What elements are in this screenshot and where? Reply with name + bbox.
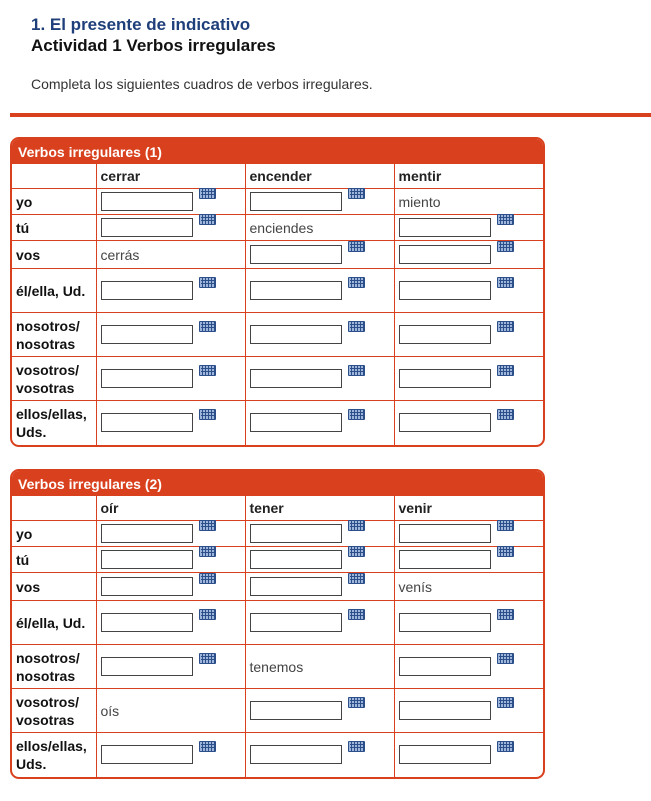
conjugation-input[interactable]: [101, 657, 193, 676]
keyboard-icon[interactable]: [199, 277, 216, 288]
conjugation-input[interactable]: [101, 281, 193, 300]
conjugation-cell: [96, 313, 245, 357]
keyboard-icon[interactable]: [199, 409, 216, 420]
keyboard-icon[interactable]: [348, 520, 365, 531]
conjugation-input[interactable]: [399, 369, 491, 388]
conjugation-input[interactable]: [399, 281, 491, 300]
verb-header-0: cerrar: [96, 164, 245, 189]
conjugation-input[interactable]: [399, 413, 491, 432]
conjugation-input[interactable]: [250, 524, 342, 543]
conjugation-cell: [245, 189, 394, 215]
verb-table-2: [10, 469, 545, 779]
page-title: 1. El presente de indicativo: [31, 15, 251, 34]
table-row: [12, 269, 543, 313]
table-row: [12, 733, 543, 777]
keyboard-icon[interactable]: [497, 546, 514, 557]
conjugation-cell: [245, 645, 394, 689]
conjugation-input[interactable]: [101, 613, 193, 632]
pronoun-label: ellos/ellas, Uds.: [12, 401, 96, 445]
conjugation-input[interactable]: [399, 745, 491, 764]
pronoun-label: él/ella, Ud.: [12, 601, 96, 645]
conjugation-cell: [245, 313, 394, 357]
pronoun-label: tú: [12, 215, 96, 241]
keyboard-icon[interactable]: [199, 214, 216, 225]
corner-cell: [12, 496, 96, 521]
pronoun-label: yo: [12, 189, 96, 215]
conjugation-cell: [394, 241, 543, 269]
keyboard-icon[interactable]: [497, 520, 514, 531]
keyboard-icon[interactable]: [497, 214, 514, 225]
conjugation-input[interactable]: [101, 550, 193, 569]
conjugation-input[interactable]: [399, 325, 491, 344]
conjugation-input[interactable]: [399, 524, 491, 543]
verb-header-1: encender: [245, 164, 394, 189]
pronoun-label: yo: [12, 521, 96, 547]
conjugation-cell: [394, 645, 543, 689]
conjugation-cell: [245, 521, 394, 547]
conjugation-cell: [96, 241, 245, 269]
keyboard-icon[interactable]: [199, 573, 216, 584]
conjugation-input[interactable]: [250, 577, 342, 596]
divider: [10, 113, 651, 117]
conjugation-cell: [96, 645, 245, 689]
keyboard-icon[interactable]: [348, 573, 365, 584]
conjugation-cell: [245, 401, 394, 445]
conjugation-input[interactable]: [399, 657, 491, 676]
keyboard-icon[interactable]: [497, 741, 514, 752]
header: [31, 14, 276, 56]
given-form: tenemos: [249, 658, 304, 675]
given-form: enciendes: [249, 219, 314, 236]
conjugation-input[interactable]: [101, 325, 193, 344]
table-row: [12, 401, 543, 445]
table-row: [12, 689, 543, 733]
header-row: [12, 496, 543, 521]
keyboard-icon[interactable]: [497, 653, 514, 664]
conjugation-cell: [96, 573, 245, 601]
given-form: oís: [100, 702, 120, 719]
conjugation-cell: [394, 733, 543, 777]
table-row: [12, 547, 543, 573]
conjugation-input[interactable]: [250, 369, 342, 388]
keyboard-icon[interactable]: [348, 546, 365, 557]
conjugation-cell: [96, 189, 245, 215]
conjugation-input[interactable]: [250, 192, 342, 211]
instructions: Completa los siguientes cuadros de verbos irregulares.: [31, 76, 373, 92]
pronoun-label: ellos/ellas, Uds.: [12, 733, 96, 777]
table-row: [12, 215, 543, 241]
conjugation-input[interactable]: [399, 701, 491, 720]
keyboard-icon[interactable]: [348, 241, 365, 252]
pronoun-label: nosotros/ nosotras: [12, 645, 96, 689]
keyboard-icon[interactable]: [199, 520, 216, 531]
conjugation-cell: [96, 547, 245, 573]
conjugation-cell: [245, 689, 394, 733]
conjugation-input[interactable]: [250, 281, 342, 300]
conjugation-cell: [245, 573, 394, 601]
table-row: [12, 357, 543, 401]
conjugation-cell: [245, 733, 394, 777]
conjugation-input[interactable]: [399, 613, 491, 632]
verb-header-2: mentir: [394, 164, 543, 189]
keyboard-icon[interactable]: [497, 321, 514, 332]
keyboard-icon[interactable]: [348, 365, 365, 376]
table-title: Verbos irregulares (1): [12, 139, 543, 163]
conjugation-input[interactable]: [101, 524, 193, 543]
verb-header-0: oír: [96, 496, 245, 521]
conjugation-input[interactable]: [101, 192, 193, 211]
conjugation-cell: [394, 189, 543, 215]
conjugation-cell: [394, 401, 543, 445]
verb-header-1: tener: [245, 496, 394, 521]
activity-subtitle: Actividad 1 Verbos irregulares: [31, 36, 276, 55]
table-row: [12, 645, 543, 689]
conjugation-input[interactable]: [101, 577, 193, 596]
conjugation-input[interactable]: [250, 325, 342, 344]
conjugation-cell: [394, 357, 543, 401]
keyboard-icon[interactable]: [497, 609, 514, 620]
conjugation-cell: [245, 357, 394, 401]
pronoun-label: tú: [12, 547, 96, 573]
keyboard-icon[interactable]: [199, 188, 216, 199]
table-title: Verbos irregulares (2): [12, 471, 543, 495]
conjugation-cell: [245, 547, 394, 573]
conjugation-input[interactable]: [250, 245, 342, 264]
keyboard-icon[interactable]: [199, 653, 216, 664]
keyboard-icon[interactable]: [199, 321, 216, 332]
given-form: cerrás: [100, 246, 140, 263]
conjugation-cell: [245, 215, 394, 241]
keyboard-icon[interactable]: [199, 546, 216, 557]
table-row: [12, 601, 543, 645]
conjugation-cell: [394, 215, 543, 241]
conjugation-cell: [394, 601, 543, 645]
table-row: [12, 521, 543, 547]
conjugation-cell: [96, 401, 245, 445]
conjugation-grid: [12, 495, 543, 777]
keyboard-icon[interactable]: [348, 609, 365, 620]
conjugation-cell: [96, 689, 245, 733]
conjugation-input[interactable]: [250, 550, 342, 569]
keyboard-icon[interactable]: [497, 365, 514, 376]
conjugation-input[interactable]: [250, 613, 342, 632]
conjugation-input[interactable]: [250, 701, 342, 720]
conjugation-cell: [394, 689, 543, 733]
conjugation-input[interactable]: [399, 245, 491, 264]
conjugation-cell: [394, 573, 543, 601]
conjugation-input[interactable]: [101, 413, 193, 432]
verb-table-1: [10, 137, 545, 447]
header-row: [12, 164, 543, 189]
keyboard-icon[interactable]: [497, 697, 514, 708]
keyboard-icon[interactable]: [348, 697, 365, 708]
pronoun-label: vos: [12, 241, 96, 269]
given-form: venís: [398, 578, 432, 595]
conjugation-input[interactable]: [399, 218, 491, 237]
pronoun-label: él/ella, Ud.: [12, 269, 96, 313]
conjugation-cell: [96, 269, 245, 313]
conjugation-cell: [245, 269, 394, 313]
conjugation-cell: [394, 313, 543, 357]
conjugation-cell: [96, 521, 245, 547]
conjugation-cell: [394, 547, 543, 573]
keyboard-icon[interactable]: [348, 741, 365, 752]
conjugation-cell: [96, 215, 245, 241]
conjugation-grid: [12, 163, 543, 445]
conjugation-cell: [96, 601, 245, 645]
table-row: [12, 189, 543, 215]
given-form: miento: [398, 193, 441, 210]
pronoun-label: vosotros/ vosotras: [12, 357, 96, 401]
table-row: [12, 573, 543, 601]
corner-cell: [12, 164, 96, 189]
conjugation-cell: [245, 241, 394, 269]
keyboard-icon[interactable]: [348, 188, 365, 199]
pronoun-label: vosotros/ vosotras: [12, 689, 96, 733]
pronoun-label: nosotros/ nosotras: [12, 313, 96, 357]
conjugation-cell: [96, 357, 245, 401]
keyboard-icon[interactable]: [497, 277, 514, 288]
conjugation-input[interactable]: [250, 413, 342, 432]
keyboard-icon[interactable]: [199, 609, 216, 620]
verb-header-2: venir: [394, 496, 543, 521]
keyboard-icon[interactable]: [348, 409, 365, 420]
conjugation-cell: [245, 601, 394, 645]
conjugation-cell: [394, 269, 543, 313]
pronoun-label: vos: [12, 573, 96, 601]
keyboard-icon[interactable]: [497, 409, 514, 420]
keyboard-icon[interactable]: [348, 321, 365, 332]
conjugation-input[interactable]: [101, 218, 193, 237]
keyboard-icon[interactable]: [199, 365, 216, 376]
conjugation-cell: [394, 521, 543, 547]
conjugation-input[interactable]: [101, 369, 193, 388]
table-row: [12, 313, 543, 357]
keyboard-icon[interactable]: [497, 241, 514, 252]
conjugation-input[interactable]: [250, 745, 342, 764]
conjugation-input[interactable]: [399, 550, 491, 569]
keyboard-icon[interactable]: [199, 741, 216, 752]
conjugation-input[interactable]: [101, 745, 193, 764]
table-row: [12, 241, 543, 269]
keyboard-icon[interactable]: [348, 277, 365, 288]
conjugation-cell: [96, 733, 245, 777]
